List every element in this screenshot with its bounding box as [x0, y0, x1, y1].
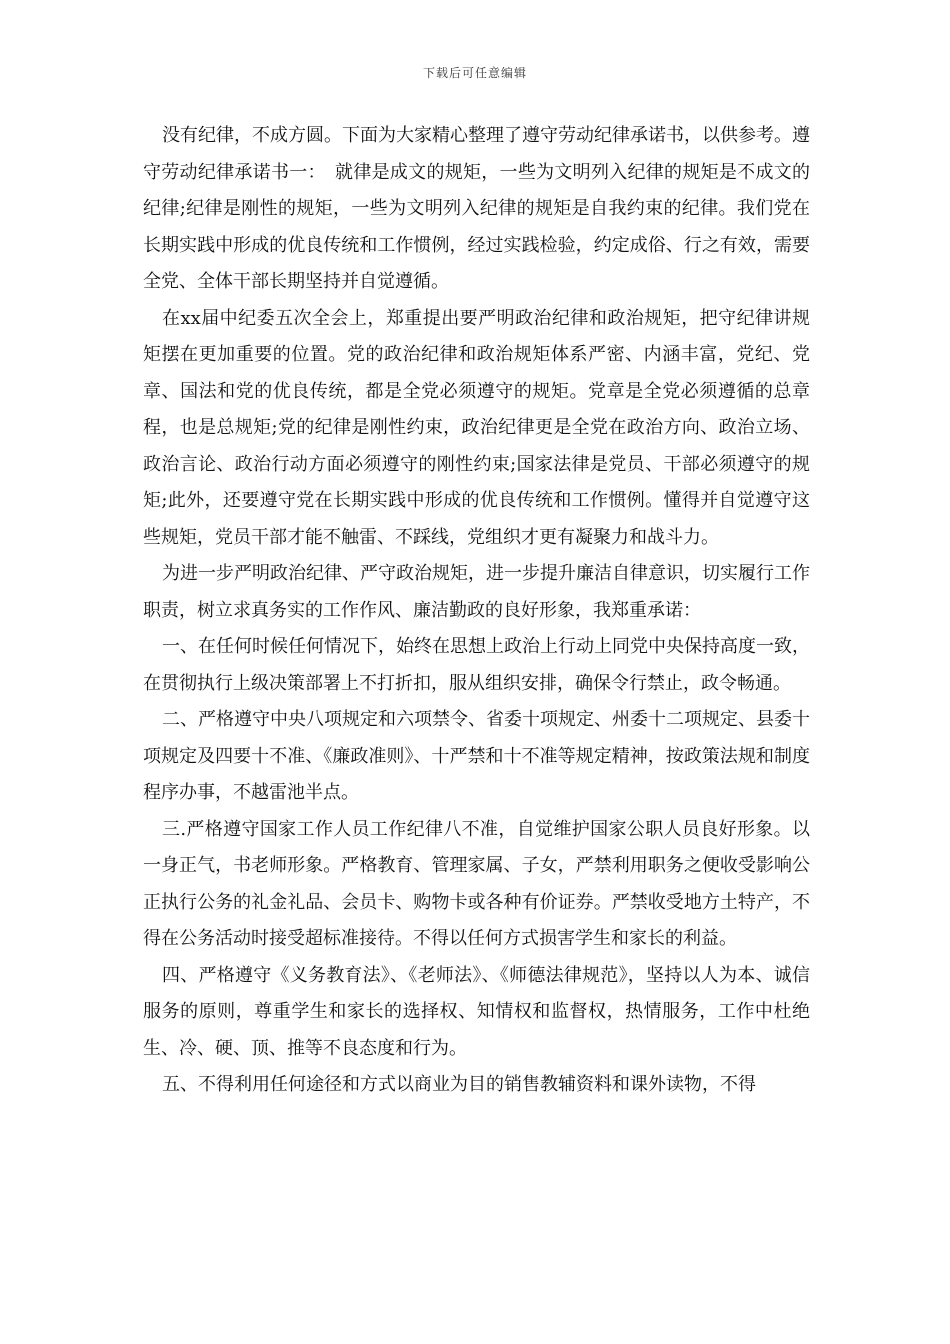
paragraph-pledge-intro: 为进一步严明政治纪律、严守政治规矩，进一步提升廉洁自律意识，切实履行工作职责，树立求真务实的工作作风、廉洁勤政的良好形象，我郑重承诺：: [143, 563, 810, 621]
page-header: 下载后可任意编辑: [422, 66, 527, 80]
paragraph-pledge-5: 五、不得利用任何途径和方式以商业为目的销售教辅资料和课外读物，不得: [162, 1074, 756, 1095]
paragraph-pledge-4: 四、严格遵守《义务教育法》、《老师法》、《师德法律规范》，坚持以人为本、诚信服务的原则，尊重学生和家长的选择权、知情权和监督权，热情服务，工作中杜绝生、冷、硬、顶、推等不良态度和行为。: [143, 964, 810, 1059]
document-body: [143, 118, 810, 1104]
paragraph-intro: 没有纪律，不成方圆。下面为大家精心整理了遵守劳动纪律承诺书，以供参考。遵守劳动纪律承诺书一： 就律是成文的规矩，一些为文明列入纪律的规矩是不成文的纪律;纪律是刚性的规矩，一些为文明列入纪律的规矩是自我约束的纪律。我们党在长期实践中形成的优良传统和工作惯例，经过实践检验，约定成俗、行之有效，需要全党、全体干部长期坚持并自觉遵循。: [143, 125, 810, 292]
paragraph-pledge-1: 一、在任何时候任何情况下，始终在思想上政治上行动上同党中央保持高度一致，在贯彻执行上级决策部署上不打折扣，服从组织安排，确保令行禁止，政令畅通。: [143, 636, 810, 694]
paragraph-plenary: 在xx届中纪委五次全会上，郑重提出要严明政治纪律和政治规矩，把守纪律讲规矩摆在更加重要的位置。党的政治纪律和政治规矩体系严密、内涵丰富，党纪、党章、国法和党的优良传统，都是全党必须遵守的规矩。党章是全党必须遵循的总章程，也是总规矩;党的纪律是刚性约束，政治纪律更是全党在政治方向、政治立场、政治言论、政治行动方面必须遵守的刚性约束;国家法律是党员、干部必须遵守的规矩;此外，还要遵守党在长期实践中形成的优良传统和工作惯例。懂得并自觉遵守这些规矩，党员干部才能不触雷、不踩线，党组织才更有凝聚力和战斗力。: [143, 307, 810, 548]
paragraph-pledge-2: 二、严格遵守中央八项规定和六项禁令、省委十项规定、州委十二项规定、县委十项规定及四要十不准、《廉政准则》、十严禁和十不准等规定精神，按政策法规和制度程序办事，不越雷池半点。: [143, 709, 810, 803]
paragraph-pledge-3: 三.严格遵守国家工作人员工作纪律八不准，自觉维护国家公职人员良好形象。以一身正气，书老师形象。严格教育、管理家属、子女，严禁利用职务之便收受影响公正执行公务的礼金礼品、会员卡、购物卡或各种有价证券。严禁收受地方土特产，不得在公务活动时接受超标准接待。不得以任何方式损害学生和家长的利益。: [143, 818, 810, 949]
